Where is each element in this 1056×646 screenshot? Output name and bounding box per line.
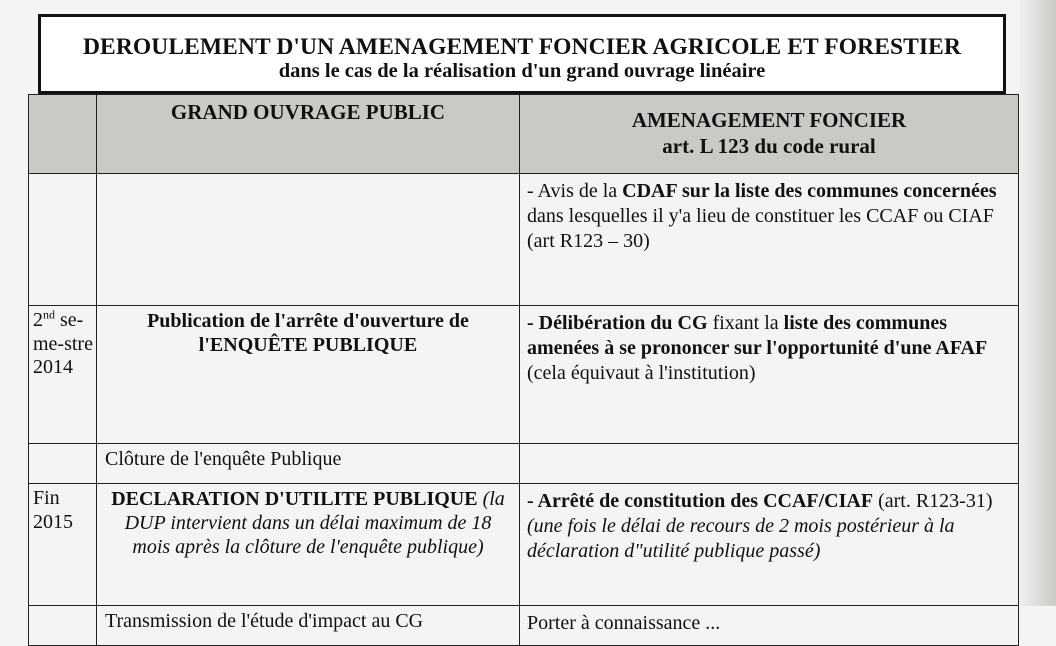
public-works-cell: Clôture de l'enquête Publique <box>97 444 520 484</box>
table-row <box>29 606 1019 646</box>
pub-bold-text: DECLARATION D'UTILITE PUBLIQUE <box>111 488 478 510</box>
table-row <box>29 484 1019 606</box>
document-title-box <box>38 14 1006 94</box>
public-works-cell: Publication de l'arrête d'ouverture de l'ENQUÊTE PUBLIQUE <box>97 306 520 444</box>
date-cell <box>29 174 97 306</box>
document-subtitle: dans le cas de la réalisation d'un grand ouvrage linéaire <box>278 60 766 82</box>
header-land-development-title: AMENAGEMENT FONCIER <box>631 108 907 132</box>
land-development-cell <box>520 174 1019 306</box>
date-cell: Fin 2015 <box>29 484 97 606</box>
table-header-row <box>29 95 1019 174</box>
land-development-cell <box>520 306 1019 444</box>
amen-part: CDAF sur la liste des communes concernées <box>622 180 997 202</box>
header-land-development-article: art. L 123 du code rural <box>662 134 876 158</box>
date-superscript: nd <box>43 307 55 322</box>
date-cell <box>29 306 97 444</box>
land-development-cell <box>520 444 1019 484</box>
amen-part: (cela équivaut à l'institution) <box>527 362 756 384</box>
header-date-cell <box>29 95 97 174</box>
pub-italic-text: (la DUP intervient dans un délai maximum de 18 mois après la clôture de l'enquête publique) <box>124 488 505 558</box>
amen-part: liste des communes amenées à se prononcer sur l'opportunité d'une AFAF <box>527 312 988 359</box>
date-text: se-me-stre 2014 <box>33 309 93 378</box>
procedure-table <box>28 94 1019 646</box>
table-row <box>29 174 1019 306</box>
public-works-cell <box>97 484 520 606</box>
amen-part: - Délibération du CG <box>527 312 708 334</box>
amen-part: (une fois le délai de recours de 2 mois postérieur à la déclaration d"utilité publique passé) <box>527 515 955 562</box>
date-cell <box>29 606 97 646</box>
amen-part: fixant la <box>707 312 784 334</box>
amen-part: - Avis de la <box>527 180 623 202</box>
land-development-cell: Porter à connaissance ... <box>520 606 1019 646</box>
public-works-cell <box>97 174 520 306</box>
date-cell <box>29 444 97 484</box>
public-works-cell: Transmission de l'étude d'impact au CG <box>97 606 520 646</box>
amen-part: - Arrêté de constitution des CCAF/CIAF <box>527 490 874 512</box>
amen-part: (art. R123-31) <box>873 490 993 512</box>
amen-part: dans lesquelles il y'a lieu de constituer les CCAF ou CIAF (art R123 – 30) <box>527 205 994 252</box>
header-land-development <box>520 95 1019 174</box>
document-title: DEROULEMENT D'UN AMENAGEMENT FONCIER AGRICOLE ET FORESTIER <box>82 34 962 60</box>
table-row <box>29 444 1019 484</box>
header-public-works: GRAND OUVRAGE PUBLIC <box>97 95 520 174</box>
page-edge-shadow <box>1020 0 1056 606</box>
date-text: 2 <box>33 309 43 331</box>
table-row <box>29 306 1019 444</box>
land-development-cell <box>520 484 1019 606</box>
